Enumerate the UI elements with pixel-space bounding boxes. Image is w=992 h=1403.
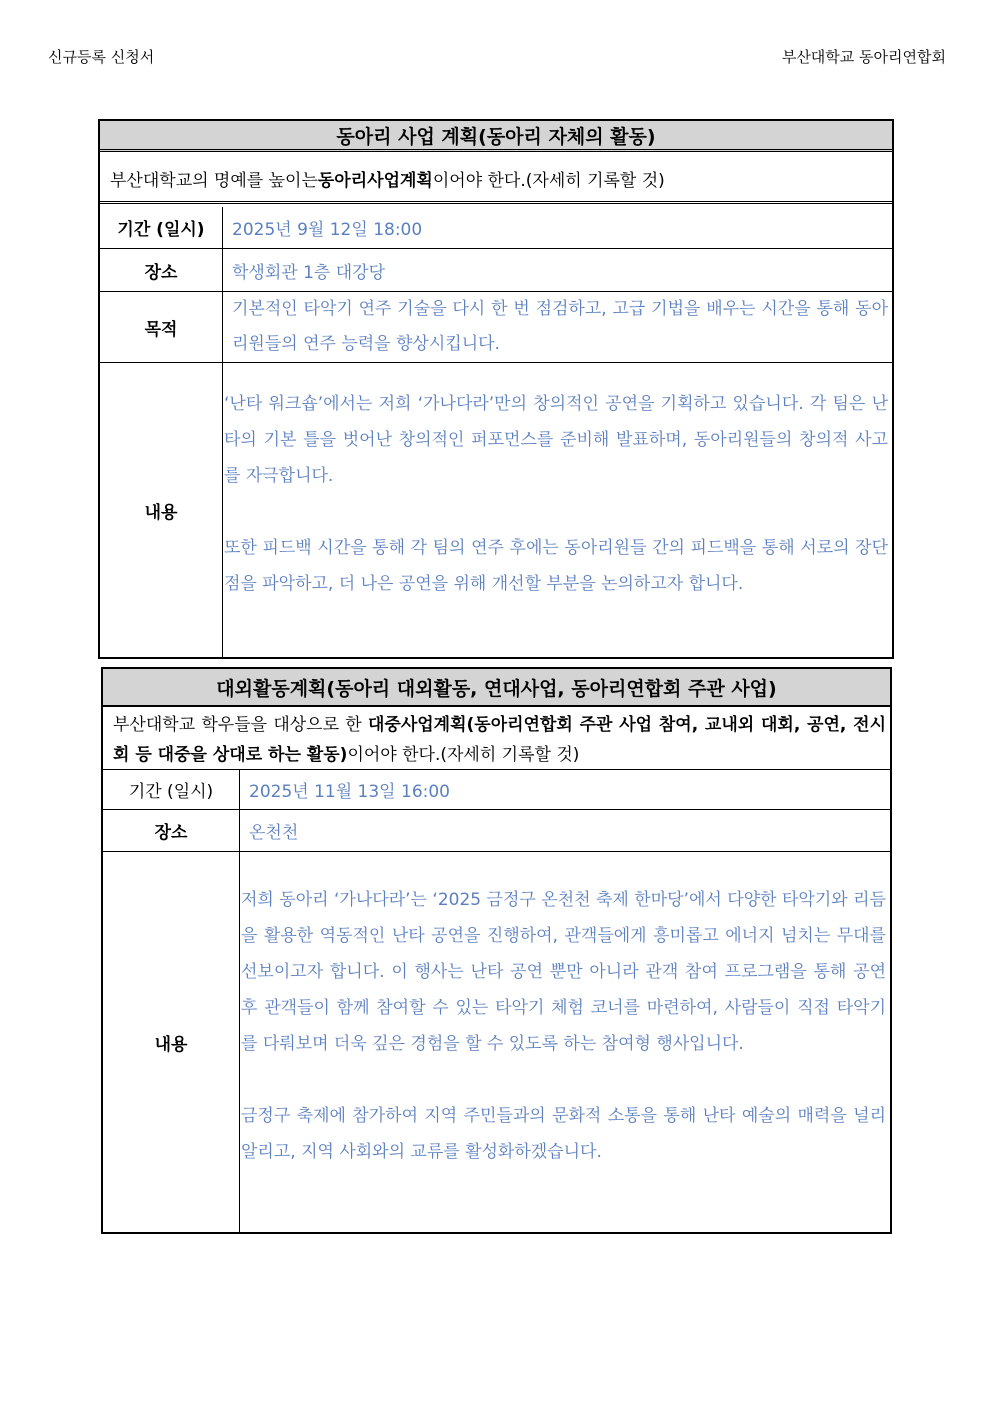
section2-content-label: 내용: [103, 852, 240, 1232]
section2-period-row: [103, 770, 890, 810]
section2-place-row: [103, 810, 890, 852]
section2-content-body: [239, 882, 890, 1170]
section1-content-label: 내용: [100, 363, 223, 657]
section2-note-bold: 대중사업계획(동아리연합회 주관 사업 참여, 교내외 대회, 공연, 전시회 등 대중을 상대로 하는 활동): [113, 715, 886, 765]
section2-place-value: 온천천: [249, 823, 299, 843]
section2-note: [103, 709, 890, 770]
section1-content-row: [100, 363, 892, 657]
section1-content-body: [222, 386, 892, 602]
section1-content-p2: 또한 피드백 시간을 통해 각 팀의 연주 후에는 동아리원들 간의 피드백을 통해 서로의 장단점을 파악하고, 더 나은 공연을 위해 개선할 부분을 논의하고자 합니다.: [224, 538, 888, 594]
club-activity-plan-table: [98, 119, 894, 659]
section2-note-post: 이어야 한다.(자세히 기록할 것): [347, 745, 580, 765]
section1-period-value: 2025년 9월 12일 18:00: [232, 220, 423, 240]
section1-content-p1: ‘난타 워크숍’에서는 저희 ‘가나다라’만의 창의적인 공연을 기획하고 있습니다. 각 팀은 난타의 기본 틀을 벗어난 창의적인 퍼포먼스를 준비해 발표하며, 동아리원들의 창의적 사고를 자극합니다.: [224, 394, 888, 486]
header-right: 부산대학교 동아리연합회: [781, 48, 946, 66]
section1-purpose-row: [100, 292, 892, 363]
header-left: 신규등록 신청서: [48, 48, 155, 66]
section2-content-p1: 저희 동아리 ‘가나다라’는 ‘2025 금정구 온천천 축제 한마당’에서 다양한 타악기와 리듬을 활용한 역동적인 난타 공연을 진행하여, 관객들에게 흥미롭고 에너지 넘치는 무대를 선보이고자 합니다. 이 행사는 난타 공연 뿐만 아니라 관객 참여 프로그램을 통해 공연 후 관객들이 함께 참여할 수 있는 타악기 체험 코너를 마련하여, 사람들이 직접 타악기를 다뤄보며 더욱 깊은 경험을 할 수 있도록 하는 참여형 행사입니다.: [241, 890, 886, 1054]
section2-place-label: 장소: [103, 810, 240, 851]
section2-content-p2: 금정구 축제에 참가하여 지역 주민들과의 문화적 소통을 통해 난타 예술의 매력을 널리 알리고, 지역 사회와의 교류를 활성화하겠습니다.: [241, 1106, 886, 1162]
section1-note-bold: 동아리사업계획: [317, 170, 433, 191]
section1-period-row: [100, 207, 892, 249]
section1-note: [100, 155, 892, 204]
section1-place-row: [100, 249, 892, 292]
section2-note-pre: 부산대학교 학우들을 대상으로 한: [113, 715, 368, 735]
section1-note-pre: 부산대학교의 명예를 높이는: [110, 170, 318, 191]
section1-place-label: 장소: [100, 249, 223, 291]
section2-period-label: 기간 (일시): [103, 770, 240, 809]
section1-note-post: 이어야 한다.(자세히 기록할 것): [432, 170, 665, 191]
section1-purpose-label: 목적: [100, 292, 223, 362]
section1-period-label: 기간 (일시): [100, 207, 223, 248]
section1-title: 동아리 사업 계획(동아리 자체의 활동): [100, 121, 892, 152]
section2-period-value: 2025년 11월 13일 16:00: [249, 782, 450, 802]
section1-purpose-value: [222, 292, 892, 362]
section2-title: 대외활동계획(동아리 대외활동, 연대사업, 동아리연합회 주관 사업): [103, 669, 890, 707]
section2-content-row: [103, 852, 890, 1232]
section1-purpose-text: 기본적인 타악기 연주 기술을 다시 한 번 점검하고, 고급 기법을 배우는 시간을 통해 동아리원들의 연주 능력을 향상시킵니다.: [232, 299, 888, 354]
section1-place-value: 학생회관 1층 대강당: [232, 262, 385, 283]
external-activity-plan-table: [101, 667, 892, 1234]
